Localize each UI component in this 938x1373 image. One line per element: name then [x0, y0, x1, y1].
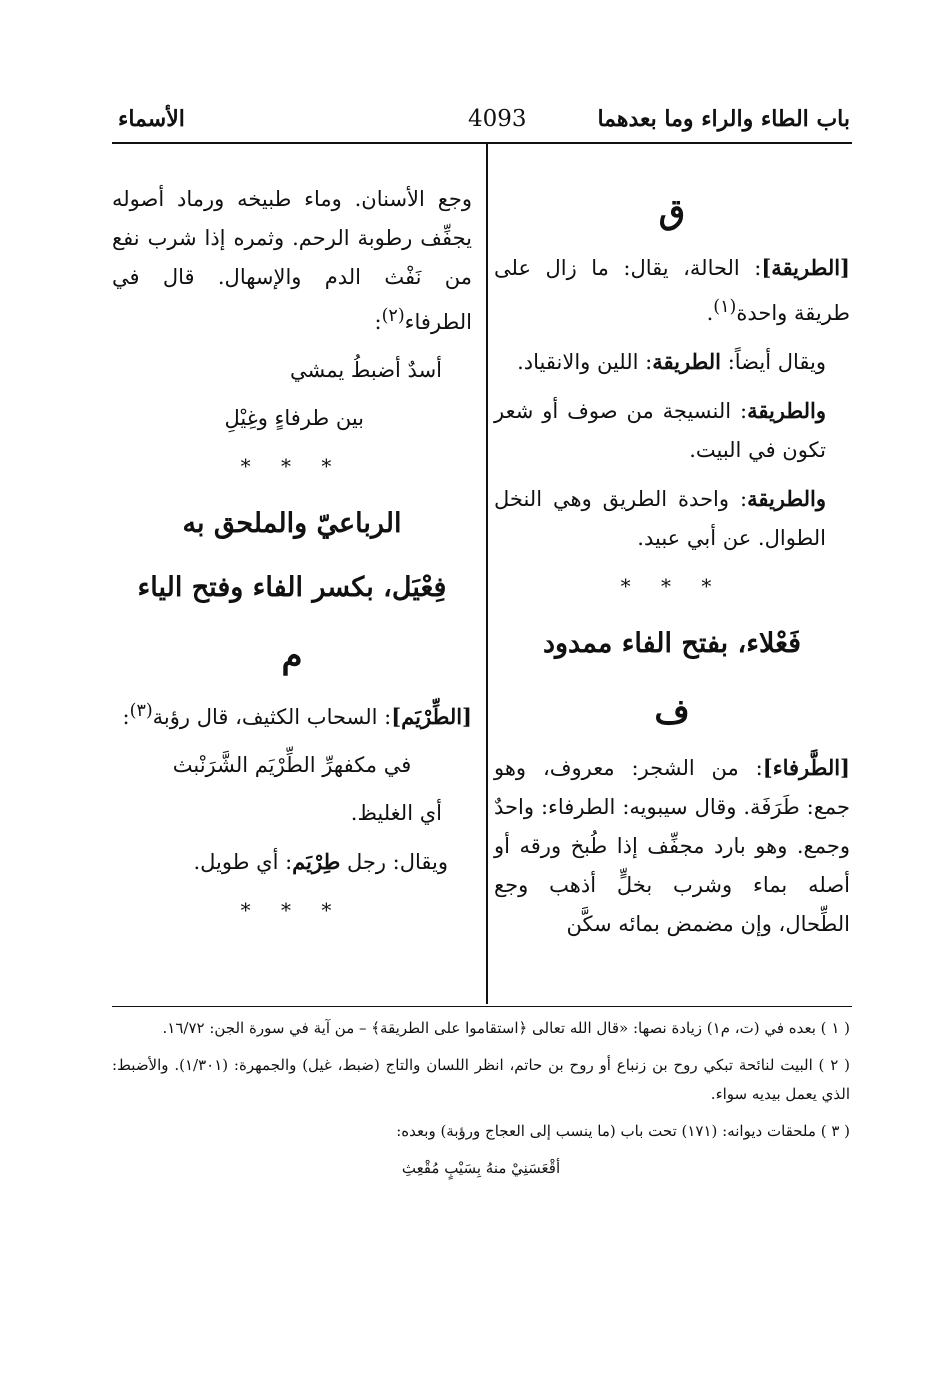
entry-prefix: ويقال أيضاً: [721, 350, 826, 374]
entry-tarfa [494, 748, 850, 944]
entry-end: . [706, 301, 714, 325]
footnote-ref: (٣) [129, 701, 153, 721]
entry-headword: [الطريقة] [761, 255, 850, 280]
entry-text: : أي طويل. [193, 850, 293, 874]
footnote-ref: (٢) [381, 306, 405, 326]
footnote-ref: (١) [713, 297, 737, 317]
pattern-heading: فَعْلاء، بفتح الفاء ممدود [542, 628, 802, 659]
entry-tiryam [112, 692, 472, 737]
entry-tariqa-1 [494, 248, 850, 333]
footnote-3: ( ٣ ) ملحقات ديوانه: (١٧١) تحت باب (ما ينسب إلى العجاج ورؤبة) وبعده: [396, 1122, 850, 1140]
gloss-line: أي الغليظ. [350, 801, 442, 825]
column-divider [486, 144, 488, 1004]
entry-headword: الطريقة [652, 349, 722, 374]
footnote-2: ( ٢ ) البيت لنائحة تبكي روح بن زنباع أو روح بن حاتم، انظر اللسان والتاج (ضبط، غيل) والجمهرة: (١/٣٠١). والأضبط: الذي يعمل بيديه سواء. [112, 1056, 850, 1103]
left-column [112, 180, 472, 940]
entry-tariqa-3 [494, 391, 850, 470]
entry-text: : من الشجر: معروف، وهو جمع: طَرَفَة. وقال سيبويه: الطرفاء: واحدٌ وجمع. وهو بارد مجفِّف إذا طُبخ ورقه أو أصله بماء وشرب بخلٍّ أذهب وجع الطِّحال، وإن مضمض بمائه سكَّن [494, 756, 850, 936]
verse-line-3: في مكفهرِّ الطِّرْيَم الشَّرَنْبث [172, 753, 412, 777]
entry-headword: [الطِّرْيَم] [391, 704, 472, 729]
section-separator: * * * [240, 898, 344, 922]
page-number: 4093 [468, 106, 527, 132]
entry-text: : الحالة، يقال: ما زال على طريقة واحدة [494, 256, 850, 325]
entry-text: وجع الأسنان. وماء طبيخه ورماد أصوله يجفِّف رطوبة الرحم. وثمره إذا شرب نفع من نَفْث الدم والإسهال. قال في الطرفاء [112, 187, 472, 334]
section-separator: * * * [620, 574, 724, 598]
entry-end: : [122, 705, 130, 729]
chapter-title: باب الطاء والراء وما بعدهما [597, 106, 850, 132]
section-separator: * * * [240, 454, 344, 478]
entry-prefix: ويقال: رجل [340, 850, 448, 874]
header-rule [112, 142, 852, 144]
footnote-verse: أقْعَسَنِيْ منهُ بِسَيْبٍ مُقْعِثِ [401, 1159, 561, 1177]
entry-text: : السحاب الكثيف، قال رؤبة [152, 705, 392, 729]
footnotes [112, 1014, 850, 1183]
letter-mim: م [281, 636, 303, 676]
entry-tariqa-4 [494, 479, 850, 558]
entry-text: : واحدة الطريق وهي النخل الطوال. عن أبي عبيد. [494, 487, 826, 550]
entry-tiryam-2 [112, 842, 472, 882]
verse-line-1: أسدٌ أضبطُ يمشي [290, 358, 442, 382]
entry-headword: طِرْيَم [292, 849, 341, 874]
entry-headword: والطريقة [747, 486, 826, 511]
pattern-heading: فِعْيَل، بكسر الفاء وفتح الياء [137, 572, 447, 603]
letter-qaf: ق [658, 192, 686, 232]
entry-text: : اللين والانقياد. [517, 350, 653, 374]
verse-line-2: بين طرفاءٍ وغِيْلِ [224, 406, 364, 430]
entry-tarfa-continued [112, 180, 472, 342]
footnote-rule [112, 1006, 852, 1007]
entry-tariqa-2 [494, 342, 850, 382]
right-column [494, 180, 850, 953]
entry-text: : النسيجة من صوف أو شعر تكون في البيت. [494, 399, 826, 462]
letter-fa: ف [654, 692, 690, 732]
footnote-1: ( ١ ) بعده في (ت، م١) زيادة نصها: «قال الله تعالى ﴿استقاموا على الطريقة﴾ – من آية في سورة الجن: ١٦/٧٢. [162, 1019, 850, 1037]
entry-headword: والطريقة [747, 398, 826, 423]
section-heading: الرباعيّ والملحق به [182, 508, 402, 539]
entry-end: : [374, 310, 382, 334]
section-title: الأسماء [118, 106, 185, 132]
entry-headword: [الطَّرفاء] [762, 755, 850, 780]
